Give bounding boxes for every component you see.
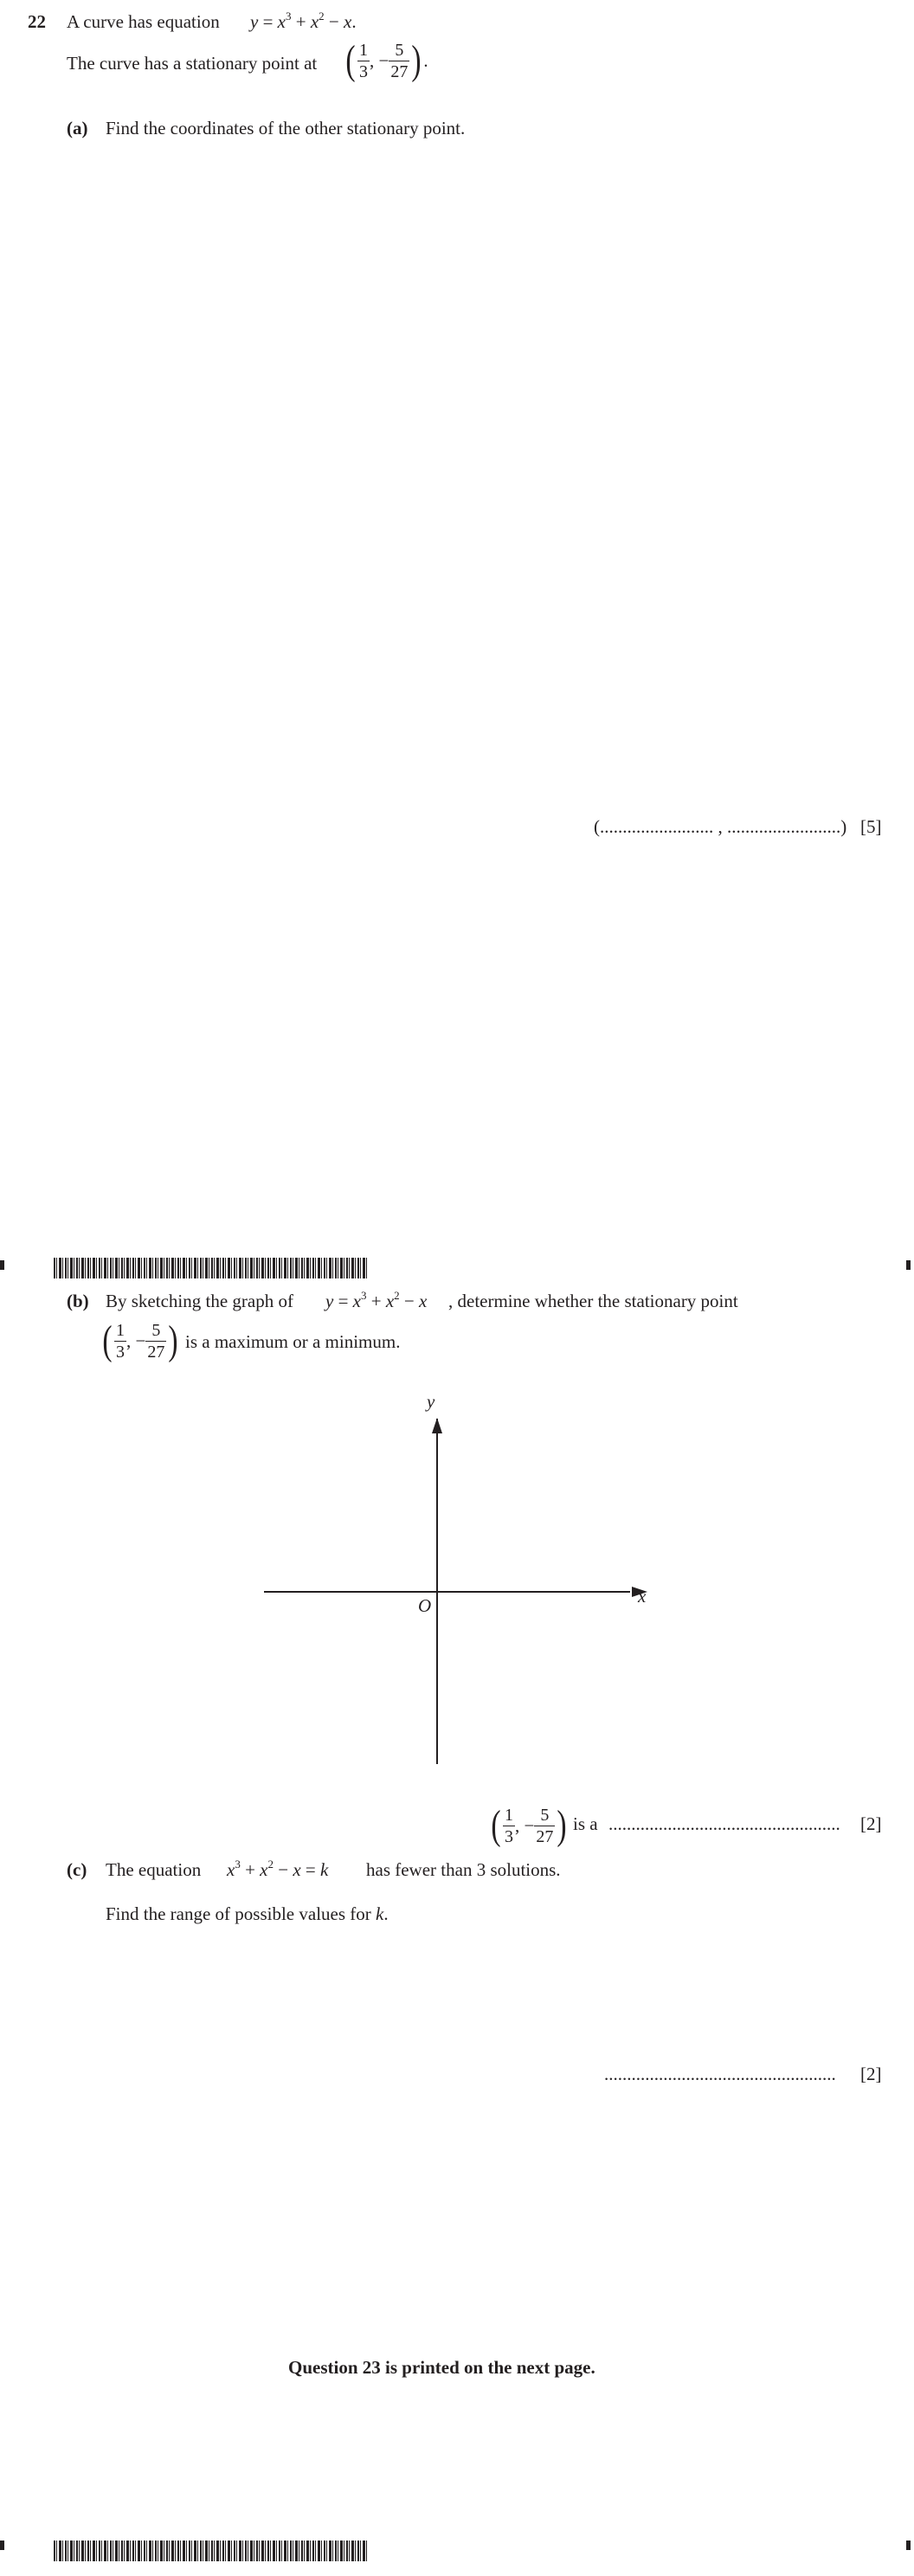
registration-mark-right	[906, 1260, 911, 1270]
part-b-answer-prefix: is a	[573, 1813, 598, 1834]
curve-intro-text: A curve has equation	[67, 11, 220, 32]
part-c-equation: $x^3 + x^2 - x = k$	[227, 1858, 329, 1880]
part-a-text: Find the coordinates of the other stationary point.	[106, 118, 466, 138]
barcode-bottom	[54, 2541, 369, 2561]
part-c-label: (c)	[67, 1859, 87, 1880]
part-c-text-after: has fewer than 3 solutions.	[366, 1859, 561, 1880]
question-number: 22	[28, 11, 46, 32]
origin-label: O	[418, 1595, 432, 1616]
part-b-text-after: , determine whether the stationary point	[448, 1291, 738, 1311]
part-b-equation: $y = x^3 + x^2 - x$	[325, 1289, 428, 1311]
x-axis-label: x	[638, 1586, 647, 1607]
y-axis-arrowhead	[432, 1418, 442, 1433]
sketch-axes[interactable]	[260, 1385, 692, 1766]
part-b-text-line2: is a maximum or a minimum.	[185, 1331, 401, 1352]
registration-mark-bottom-right	[906, 2541, 911, 2550]
part-c-answer-line[interactable]: ...................................................	[604, 2064, 836, 2084]
part-b-text: By sketching the graph of	[106, 1291, 293, 1311]
stationary-point: ( $\frac{1}{3}$ , − $\frac{5}{27}$ ) .	[345, 37, 428, 83]
part-b-point: ( $\frac{1}{3}$ , − $\frac{5}{27}$ )	[102, 1317, 178, 1363]
part-b-label: (b)	[67, 1291, 89, 1311]
y-axis-label: y	[427, 1391, 435, 1412]
part-c-marks: [2]	[860, 2064, 882, 2084]
part-b-answer-point: ( $\frac{1}{3}$ , − $\frac{5}{27}$ )	[491, 1802, 567, 1848]
registration-mark-bottom-left	[0, 2541, 4, 2550]
curve-equation: $y = x^3 + x^2 - x$.	[250, 10, 357, 32]
part-c-instruction: Find the range of possible values for k.	[106, 1903, 389, 1924]
part-b-answer-line[interactable]: ...................................................	[608, 1813, 840, 1834]
registration-mark-left	[0, 1260, 4, 1270]
part-b-marks: [2]	[860, 1813, 882, 1834]
next-page-note: Question 23 is printed on the next page.	[288, 2357, 595, 2378]
part-a-marks: [5]	[860, 816, 882, 837]
part-a-answer-line[interactable]: (......................... , .........................)	[594, 816, 847, 837]
part-a-label: (a)	[67, 118, 88, 138]
barcode-top	[54, 1258, 369, 1278]
stationary-intro-text: The curve has a stationary point at	[67, 53, 318, 74]
part-c-text: The equation	[106, 1859, 202, 1880]
